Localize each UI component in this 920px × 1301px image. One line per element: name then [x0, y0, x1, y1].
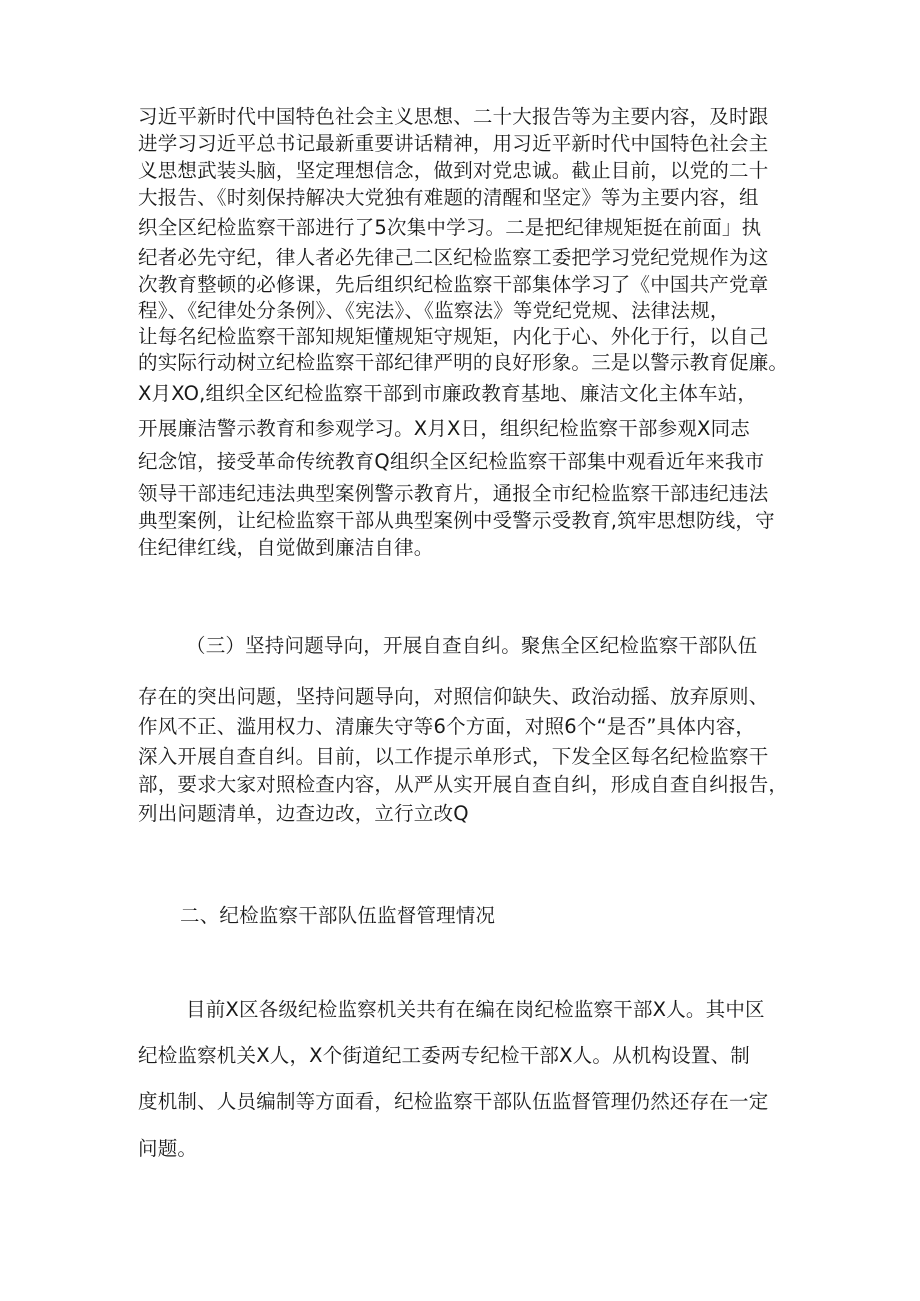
- text-line: 大报告、《时刻保持解决大党独有难题的清醒和坚定》等为主要内容，组: [138, 186, 759, 209]
- text-line: （三）坚持问题导向，开展自查自纠。聚焦全区纪检监察干部队伍: [186, 634, 758, 657]
- text-line: 程》、《纪律处分条例》、《宪法》、《监察法》等党纪党规、法律法规，: [138, 299, 730, 322]
- text-line: X月XO,组织全区纪检监察干部到市廉政教育基地、廉洁文化主体车站，: [138, 382, 758, 405]
- section-heading: 二、纪检监察干部队伍监督管理情况: [180, 904, 496, 927]
- text-line: 住纪律红线，自觉做到廉洁自律。: [138, 536, 434, 559]
- text-line: 进学习习近平总书记最新重要讲话精神，用习近平新时代中国特色社会主: [138, 132, 769, 155]
- text-line: 存在的突出问题，坚持问题导向，对照信仰缺失、政治动摇、放弃原则、: [138, 685, 769, 708]
- text-line: 深入开展自查自纠。目前，以工作提示单形式，下发全区每名纪检监察干: [138, 745, 769, 768]
- text-line: 的实际行动树立纪检监察干部纪律严明的良好形象。三是以警示教育促廉。: [138, 351, 789, 374]
- text-line: 习近平新时代中国特色社会主义思想、二十大报告等为主要内容，及时跟: [138, 105, 769, 128]
- text-line: 织全区纪检监察干部进行了5次集中学习。二是把纪律规矩挺在前面」执: [138, 216, 762, 239]
- text-line: 部，要求大家对照检查内容，从严从实开展自查自纠，形成自查自纠报告，: [138, 773, 789, 796]
- text-line: 问题。: [138, 1137, 198, 1160]
- text-line: 义思想武装头脑，坚定理想信念，做到对党忠诚。截止目前，以党的二十: [138, 159, 769, 182]
- text-line: 让每名纪检监察干部知规矩懂规矩守规矩，内化于心、外化于行，以自己: [138, 325, 769, 348]
- text-line: 纪检监察机关X人，X个街道纪工委两专纪检干部X人。从机构设置、制: [138, 1044, 750, 1067]
- text-line: 典型案例，让纪检监察干部从典型案例中受警示受教育,筑牢思想防线，守: [138, 509, 775, 532]
- text-line: 作风不正、滥用权力、清廉失守等6个方面，对照6个“是否”具体内容，: [138, 715, 756, 738]
- text-line: 领导干部违纪违法典型案例警示教育片，通报全市纪检监察干部违纪违法: [138, 482, 769, 505]
- text-line: 纪念馆，接受革命传统教育Q组织全区纪检监察干部集中观看近年来我市: [138, 450, 765, 473]
- text-line: 列出问题清单，边查边改，立行立改Q: [138, 802, 469, 825]
- text-line: 度机制、人员编制等方面看，纪检监察干部队伍监督管理仍然还存在一定: [138, 1090, 769, 1113]
- text-line: 次教育整顿的必修课，先后组织纪检监察干部集体学习了《中国共产党章: [138, 273, 769, 296]
- text-line: 目前X区各级纪检监察机关共有在编在岗纪检监察干部X人。其中区: [186, 998, 765, 1021]
- text-line: 纪者必先守纪，律人者必先律己二区纪检监察工委把学习党纪党规作为这: [138, 246, 769, 269]
- text-line: 开展廉洁警示教育和参观学习。X月X日，组织纪检监察干部参观X同志: [138, 417, 750, 440]
